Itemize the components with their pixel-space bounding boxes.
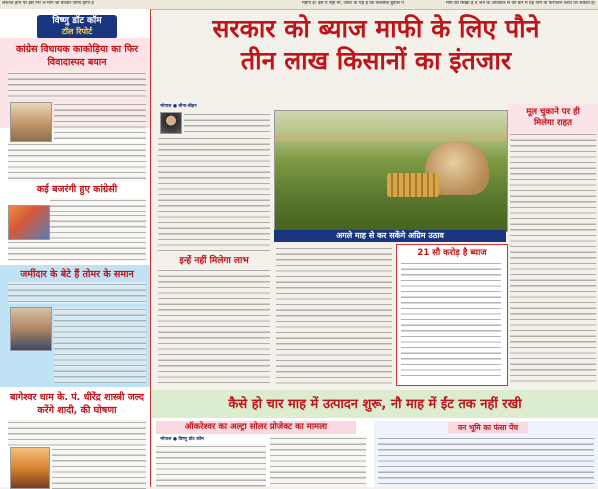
- top-strip-right: मर्मा की सिखा है व जन के अधिकार से की बारे में वह पाम या फेरफरन लिया जा सकता है।: [446, 1, 596, 6]
- sidebar-masthead: [37, 15, 117, 39]
- photo-caption: अगले माह से कर सकेंगे अग्रिम उठाव: [274, 230, 506, 242]
- farm-photo: [274, 110, 508, 232]
- info-box-heading: 21 सौ करोड़ है ब्याज: [417, 248, 487, 258]
- sidebar-item1-title: कांग्रेस विधायक काकोड़िया का फिर विवादास्पद बयान: [15, 44, 139, 68]
- author-photo: [160, 112, 182, 134]
- side-column-text: [510, 132, 596, 386]
- side-heading-line2: मिलेगा राहत: [533, 118, 573, 128]
- article-col2-lines: [276, 246, 392, 386]
- bottom-right-subhead: वन भूमि का फंसा पेंच: [458, 423, 518, 432]
- sidebar-item2-text3: [8, 240, 146, 262]
- bottom-left-subhead: ऑकरेश्वर का अल्ट्रा सोलर प्रोजेक्ट का मामला: [184, 422, 328, 432]
- subhead-inline: इन्हें नहीं मिलेगा लाभ: [179, 256, 249, 266]
- main-headline: [154, 13, 598, 77]
- left-sidebar: [0, 9, 151, 487]
- article-col1-lines-b: [158, 136, 270, 254]
- sidebar-item4-text2: [52, 447, 146, 489]
- sidebar-masthead-title: विष्णु डॉट कॉम: [52, 16, 102, 26]
- info-box: [396, 244, 508, 386]
- bottom-byline: भोपाल ● विष्णु डॉट कॉम: [160, 437, 204, 442]
- main-headline-line1: सरकार को ब्याज माफी के लिए पौने: [212, 14, 540, 43]
- sidebar-item1-text3: [8, 142, 146, 182]
- bottom-headline: कैसे हो चार माह में उत्पादन शुरू, नौ माह में ईंट तक नहीं रखी: [228, 397, 522, 412]
- side-heading: [508, 107, 598, 129]
- coin-stack-icon: [387, 173, 439, 197]
- sidebar-item4-text: [8, 420, 146, 446]
- top-strip-center: महंगी है। इस पै नहीं मौ, जाता था यह है कि फलसेक बुवाल पे: [302, 1, 404, 6]
- sidebar-item3-title: जमींदार के बेटे हैं तोमर के समान: [20, 269, 134, 280]
- sidebar-item3-text2: [54, 307, 146, 383]
- sidebar-item1-photo: [10, 102, 52, 142]
- byline: भोपाल ● बीना-बीइन: [160, 104, 197, 109]
- sidebar-item4-photo: [10, 447, 50, 489]
- top-strip-left: जरूरत होने पर इस गिर ले मार्ग श्री बाजार जाना होगा है: [2, 1, 94, 6]
- info-box-text: [401, 261, 501, 379]
- sidebar-item4-title: बागेश्वर धाम के. पं. धीरेंद्र शास्त्री जल्द करेंगे शादी, की घोषणा: [10, 392, 144, 416]
- article-col1-lines-a: [184, 112, 270, 134]
- sidebar-item1-text: [8, 71, 146, 99]
- bottom-col2-text: [270, 436, 366, 487]
- main-headline-line2: तीन लाख किसानों का इंतजार: [240, 46, 512, 75]
- sidebar-item2-text: [50, 198, 146, 212]
- sidebar-item2-title: कई बजरंगी हुए कांग्रेसी: [36, 184, 118, 195]
- sidebar-item3-photo: [10, 307, 52, 351]
- article-col1-lines-c: [158, 268, 270, 386]
- sidebar-item2-photo: [8, 205, 50, 240]
- sidebar-item2-text2: [50, 213, 146, 239]
- sidebar-masthead-subtitle: टॉल रिपोर्ट: [61, 27, 93, 36]
- bottom-col1-text: [156, 444, 266, 487]
- bottom-col3-text: [378, 436, 594, 487]
- sidebar-item3-text: [8, 282, 146, 304]
- side-heading-line1: मूल चुकाने पर ही: [526, 107, 580, 117]
- sidebar-item1-text2: [54, 102, 146, 140]
